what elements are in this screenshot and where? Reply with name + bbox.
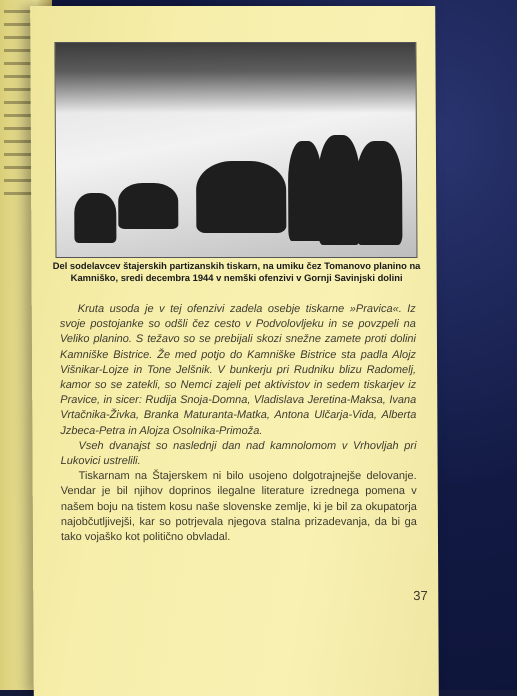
page-number: 37	[413, 588, 428, 603]
partisan-photo	[54, 42, 417, 258]
photo-trees	[55, 43, 415, 113]
photo-horse	[196, 161, 286, 233]
paragraph: Kruta usoda je v tej ofenzivi zadela osebje tiskarne »Pravica«. Iz svoje postojanke so odšli čez cesto v Podvolovljeku in se povzpeli na Veliko planino. S težavo so se prebijali skozi snežne zamete proti dolini Kamniške Bistrice. Že med potjo do Kamniške Bistrice sta padla Alojz Višnikar-Lojze in Tone Jelšnik. V bunkerju pri Rudniku blizu Radomelj, kamor so se zatekli, so Nemci zajeli pet aktivistov in sedem tiskarjev iz Pravice, in sicer: Rudija Snoja-Domna, Vladislava Jeretina-Maksa, Ivana Vrtačnika-Živka, Branka Maturanta-Matka, Antona Ulčarja-Vida, Alberta Jzbeca-Petra in Alojza Osolnika-Primoža.	[59, 303, 417, 437]
paragraph: Tiskarnam na Štajerskem ni bilo usojeno dolgotrajnejše delovanje. Vendar je bil njihov doprinos ilegalne literature izrednega pomena v našem boju na tistem kosu naše slovenske zemlje, ki je bil za okupatorja najobčutljivejši, kar so potrjevala njegova stalna prizadevanja, da bi ga tako vojaško kot politično obvladal.	[60, 470, 417, 544]
photo-figure	[356, 141, 403, 245]
paragraph: Vseh dvanajst so naslednji dan nad kamnolomom v Vrhovljah pri Lukovici ustrelili.	[60, 439, 417, 468]
body-text	[60, 302, 417, 545]
photo-figure	[318, 135, 361, 245]
book-page	[30, 6, 439, 696]
photo-horse	[118, 183, 178, 229]
photo-caption: Del sodelavcev štajerskih partizanskih tiskarn, na umiku čez Tomanovo planino na Kamniško, sredi decembra 1944 v nemški ofenzivi v Gornji Savinjski dolini	[52, 260, 421, 283]
photo-figure	[74, 193, 116, 243]
